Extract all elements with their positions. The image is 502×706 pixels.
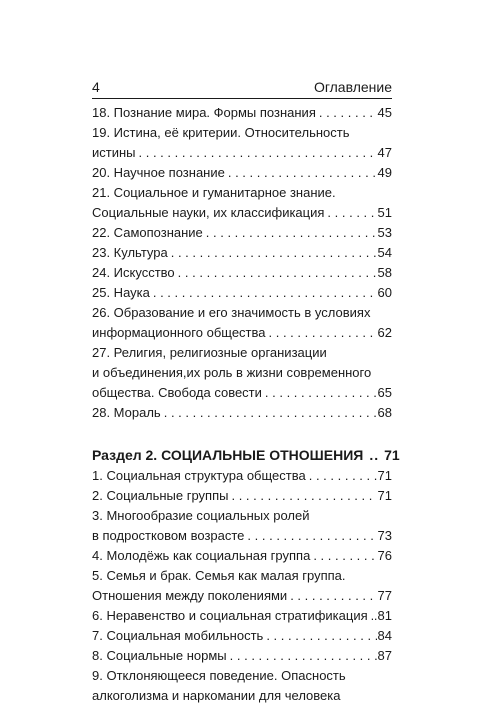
- running-title: Оглавление: [313, 79, 392, 95]
- toc-entry-text: информационного общества: [92, 325, 266, 340]
- dot-leader: [139, 143, 377, 163]
- dot-leader: [290, 586, 376, 606]
- toc-entry-text: 28. Мораль: [92, 405, 161, 420]
- toc-entry-line: [92, 263, 392, 283]
- toc-entry-line: [92, 506, 392, 526]
- toc-entry-line: [92, 546, 392, 566]
- toc-entry[interactable]: [92, 566, 392, 606]
- toc-page-number: 71: [377, 468, 392, 483]
- toc-entry-line: [92, 143, 392, 163]
- toc-entry-text: 1. Социальная структура общества: [92, 468, 306, 483]
- dot-leader: [230, 646, 377, 666]
- toc-entry-line: [92, 666, 392, 686]
- toc-page-number: 47: [377, 145, 392, 160]
- dot-leader: [371, 606, 373, 626]
- toc-entry-text: 26. Образование и его значимость в условиях: [92, 305, 371, 320]
- toc-page-number: 84: [377, 628, 392, 643]
- book-page: [92, 78, 400, 706]
- toc-entry[interactable]: [92, 486, 392, 506]
- toc-entry-line: [92, 526, 392, 546]
- header-rule: [92, 98, 392, 99]
- toc-entry-line: [92, 303, 392, 323]
- toc-page-number: 76: [377, 548, 392, 563]
- toc-page-number: 71: [377, 488, 392, 503]
- toc-entry-line: [92, 203, 392, 223]
- toc-entry-text: 3. Многообразие социальных ролей: [92, 508, 310, 523]
- dot-leader: [309, 466, 377, 486]
- toc-page-number: 54: [377, 245, 392, 260]
- running-head: [92, 78, 392, 96]
- toc-entry[interactable]: [92, 303, 392, 343]
- section-title: Раздел 2. СОЦИАЛЬНЫЕ ОТНОШЕНИЯ: [92, 447, 364, 463]
- toc-entry[interactable]: [92, 243, 392, 263]
- toc-entry-text: 8. Социальные нормы: [92, 648, 227, 663]
- toc-entry-text: 22. Самопознание: [92, 225, 203, 240]
- toc-page-number: 62: [377, 325, 392, 340]
- toc-entry-text: 25. Наука: [92, 285, 150, 300]
- dot-leader: [171, 243, 377, 263]
- toc-entry-text: 21. Социальное и гуманитарное знание.: [92, 185, 336, 200]
- toc-page-number: 87: [377, 648, 392, 663]
- toc-page-number: 65: [377, 385, 392, 400]
- toc-list-part1: [92, 103, 392, 423]
- toc-entry-line: [92, 646, 392, 666]
- toc-entry-text: 2. Социальные группы: [92, 488, 229, 503]
- toc-entry-line: [92, 403, 392, 423]
- toc-page-number: 60: [377, 285, 392, 300]
- toc-entry[interactable]: [92, 666, 392, 706]
- dot-leader: [153, 283, 377, 303]
- section-leader: ..: [369, 447, 380, 463]
- toc-entry-line: [92, 363, 392, 383]
- toc-page-number: 73: [377, 528, 392, 543]
- toc-entry-line: [92, 606, 392, 626]
- toc-entry[interactable]: [92, 283, 392, 303]
- toc-entry-text: Отношения между поколениями: [92, 588, 288, 603]
- toc-entry-line: [92, 283, 392, 303]
- toc-entry-line: [92, 323, 392, 343]
- toc-entry-text: 23. Культура: [92, 245, 168, 260]
- toc-entry-line: [92, 163, 392, 183]
- page-number: 4: [92, 79, 100, 95]
- toc-entry-line: [92, 243, 392, 263]
- toc-entry[interactable]: [92, 403, 392, 423]
- toc-entry-text: 5. Семья и брак. Семья как малая группа.: [92, 568, 346, 583]
- dot-leader: [206, 223, 377, 243]
- toc-entry[interactable]: [92, 123, 392, 163]
- section-heading[interactable]: [92, 444, 400, 466]
- toc-entry-line: [92, 626, 392, 646]
- dot-leader: [231, 486, 376, 506]
- toc-entry-line: [92, 566, 392, 586]
- toc-entry-text: 20. Научное познание: [92, 165, 225, 180]
- toc-page-number: 45: [377, 105, 392, 120]
- dot-leader: [319, 103, 377, 123]
- toc-entry[interactable]: [92, 506, 392, 546]
- toc-entry-text: 19. Истина, её критерии. Относительность: [92, 125, 350, 140]
- toc-entry-line: [92, 103, 392, 123]
- toc-entry-text: 27. Религия, религиозные организации: [92, 345, 327, 360]
- toc-entry[interactable]: [92, 163, 392, 183]
- toc-entry[interactable]: [92, 223, 392, 243]
- toc-entry[interactable]: [92, 626, 392, 646]
- dot-leader: [164, 403, 377, 423]
- toc-entry[interactable]: [92, 546, 392, 566]
- toc-entry-text: 9. Отклоняющееся поведение. Опасность: [92, 668, 346, 683]
- toc-page-number: 77: [377, 588, 392, 603]
- toc-list-part2: [92, 466, 392, 706]
- toc-entry-text: истины: [92, 145, 136, 160]
- toc-entry-line: [92, 686, 392, 706]
- toc-entry-text: и объединения,их роль в жизни современного: [92, 365, 372, 380]
- dot-leader: [269, 323, 377, 343]
- toc-entry-line: [92, 586, 392, 606]
- dot-leader: [247, 526, 376, 546]
- toc-entry[interactable]: [92, 606, 392, 626]
- toc-entry-text: общества. Свобода совести: [92, 385, 262, 400]
- toc-entry-line: [92, 343, 392, 363]
- section-page: 71: [384, 447, 400, 463]
- toc-entry-text: 7. Социальная мобильность: [92, 628, 264, 643]
- toc-page-number: 53: [377, 225, 392, 240]
- toc-entry[interactable]: [92, 263, 392, 283]
- toc-entry[interactable]: [92, 103, 392, 123]
- toc-page-number: 49: [377, 165, 392, 180]
- toc-entry-line: [92, 223, 392, 243]
- toc-entry-line: [92, 383, 392, 403]
- toc-entry-text: 24. Искусство: [92, 265, 175, 280]
- dot-leader: [265, 383, 377, 403]
- toc-page-number: .81: [373, 608, 392, 623]
- toc-entry[interactable]: [92, 183, 392, 223]
- dot-leader: [178, 263, 377, 283]
- dot-leader: [228, 163, 377, 183]
- toc-page-number: 51: [377, 205, 392, 220]
- dot-leader: [313, 546, 376, 566]
- toc-entry[interactable]: [92, 343, 392, 403]
- toc-entry-line: [92, 466, 392, 486]
- toc-entry-text: алкоголизма и наркомании для человека: [92, 688, 341, 703]
- dot-leader: [266, 626, 376, 646]
- toc-entry-line: [92, 183, 392, 203]
- toc-entry-line: [92, 486, 392, 506]
- toc-entry-line: [92, 123, 392, 143]
- toc-entry-text: Социальные науки, их классификация: [92, 205, 325, 220]
- toc-entry-text: в подростковом возрасте: [92, 528, 245, 543]
- toc-page-number: 68: [377, 405, 392, 420]
- toc-page-number: 58: [377, 265, 392, 280]
- toc-entry-text: 18. Познание мира. Формы познания: [92, 105, 316, 120]
- toc-entry-text: 4. Молодёжь как социальная группа: [92, 548, 311, 563]
- dot-leader: [327, 203, 376, 223]
- toc-entry[interactable]: [92, 466, 392, 486]
- toc-entry[interactable]: [92, 646, 392, 666]
- toc-entry-text: 6. Неравенство и социальная стратификация: [92, 608, 368, 623]
